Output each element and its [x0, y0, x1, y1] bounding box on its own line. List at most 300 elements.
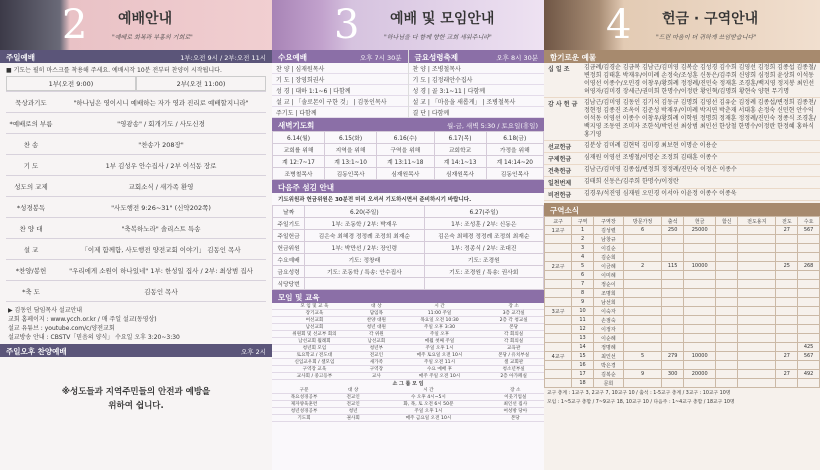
group-cell [798, 325, 820, 334]
order-label: *찬양/봉헌 [15, 266, 47, 275]
group-cell: 김성렬 [593, 226, 623, 235]
small-head-cell: 장 소 [487, 387, 544, 394]
order-row [6, 197, 266, 218]
service-cell: 주일헌금 [273, 230, 305, 242]
group-cell [683, 271, 715, 280]
group-cell [798, 280, 820, 289]
meeting-head [272, 303, 544, 310]
group-cell: 25 [776, 262, 798, 271]
order-label: *축 도 [22, 287, 40, 296]
group-cell [683, 289, 715, 298]
dawn-cell: 가정을 위해 [486, 144, 543, 156]
group-cell: 1 [572, 226, 594, 235]
service-cell: 기도: 조동학 / 특송: 안수집사 [305, 266, 424, 278]
group-cell [545, 325, 572, 334]
group-cell [776, 271, 798, 280]
fri-rows [409, 63, 545, 118]
group-cell [683, 235, 715, 244]
group-cell [798, 253, 820, 262]
dawn-cell: 계 13:1~10 [325, 156, 377, 168]
group-cell [545, 289, 572, 298]
order-label: *성경봉독 [16, 203, 46, 212]
group-cell [683, 316, 715, 325]
sunday-note: ■ 기도는 필히 마스크를 착용해 주세요. 예배시작 10분 전부터 찬양이 시작됩니다. [6, 67, 222, 74]
group-cell: 이미례 [593, 271, 623, 280]
group-cell [662, 307, 684, 316]
small-cell: 제자양육훈련 [272, 401, 336, 408]
offering-header [544, 0, 820, 50]
group-cell: 27 [776, 352, 798, 361]
group-cell: 567 [798, 352, 820, 361]
group-cell: 25000 [683, 226, 715, 235]
meeting-cell: 셀 교회관 [483, 359, 544, 366]
small-cell: 권사회 [336, 415, 370, 422]
dawn-cell: 김동인목사 [325, 168, 377, 180]
order-value: "사도행전 9:26~31" (신약202쪽) [111, 203, 211, 212]
group-cell [545, 298, 572, 307]
group-cell: 20000 [683, 370, 715, 379]
group-cell: 16 [572, 361, 594, 370]
service-head-cell: 6.27(주일) [424, 206, 543, 218]
meeting-head-cell: 대 상 [357, 303, 396, 310]
service-cell: 수요예배 [273, 254, 305, 266]
small-cell: 주일 오후 1시 [370, 408, 486, 415]
meeting-row [272, 366, 544, 373]
group-cell: 5 [572, 262, 594, 271]
meeting-head-cell: 시 간 [396, 303, 483, 310]
group-cell [798, 298, 820, 307]
group-row [545, 226, 820, 235]
meeting-row [272, 373, 544, 380]
group-cell [662, 280, 684, 289]
service-row [273, 230, 544, 242]
meeting-cell: 주일 오전 11시 [396, 359, 483, 366]
meeting-cell: 토요학교 / 전도대 [272, 352, 357, 359]
closing-line: 위하여 쉽니다. [108, 401, 164, 411]
meeting-row [272, 345, 544, 352]
group-row [545, 289, 820, 298]
order-row [6, 92, 266, 113]
meeting-cell: 2층 각 청교실 [483, 317, 544, 324]
dawn-cell: 교회학교 [434, 144, 486, 156]
group-cell [738, 262, 776, 271]
service-cell: 기도: 정창래 [305, 254, 424, 266]
page-subtitle: "하나님을 다 함께 향한 교회 세워주니라" [384, 34, 492, 41]
afternoon-label: 주일오후 찬양예배 [6, 347, 67, 356]
group-cell: 이금례 [593, 262, 623, 271]
dawn-cell: 6.17(목) [434, 132, 486, 144]
small-cell: 목요성경공부 [272, 394, 336, 401]
group-cell: 이순례 [593, 334, 623, 343]
service-cell: 1부: 정종식 / 2부: 조대진 [424, 242, 543, 254]
meeting-head-cell: 모 임 및 교 육 [272, 303, 357, 310]
small-cell: 전교인 [336, 394, 370, 401]
offering-panel [544, 0, 820, 470]
group-cell [623, 244, 661, 253]
group-cell [776, 343, 798, 352]
group-cell [738, 244, 776, 253]
group-cell [716, 307, 738, 316]
fri-item: 성 경 | 골 3:1~11 | 다함께 [412, 87, 486, 95]
small-head-cell: 구분 [272, 387, 336, 394]
small-head-cell: 대 상 [336, 387, 370, 394]
group-cell: 2 [623, 262, 661, 271]
group-cell [738, 280, 776, 289]
group-cell [545, 379, 572, 388]
group-head-cell: 출석 [662, 217, 684, 226]
meeting-cell: 청년부 [357, 345, 396, 352]
group-cell: 박은경 [593, 361, 623, 370]
group-cell: 문희 [593, 379, 623, 388]
group-cell [545, 235, 572, 244]
group-cell [662, 271, 684, 280]
group-cell [545, 271, 572, 280]
meeting-cell: 구역장 교육 [272, 366, 357, 373]
group-cell: 3 [572, 244, 594, 253]
wed-item: 설 교 | 「솔로몬이 구한 것」 | 김동인목사 [276, 98, 387, 106]
group-cell: 1교구 [545, 226, 572, 235]
order-row [6, 113, 266, 134]
group-cell [662, 316, 684, 325]
group-cell [776, 334, 798, 343]
order-label: 묵상과기도 [15, 98, 47, 107]
order-label: 기 도 [23, 161, 39, 170]
group-cell [623, 334, 661, 343]
group-cell: 최인선 [593, 352, 623, 361]
group-cell [716, 325, 738, 334]
dawn-bar [272, 118, 544, 131]
group-cell [662, 244, 684, 253]
group-cell: 정명례 [593, 343, 623, 352]
service-cell: 1부: 조동학 / 2부: 박재우 [305, 218, 424, 230]
fri-time: 오후 8시 30분 [496, 54, 538, 62]
order-value: 1부 김성우 안수집사 / 2부 이석동 장로 [105, 161, 217, 170]
meeting-row [272, 331, 544, 338]
page-title: 예배안내 [118, 11, 173, 27]
meeting-cell: 남선교회 [357, 338, 396, 345]
closing-line: ※성도들과 지역주민들의 안전과 예방을 [61, 387, 211, 397]
wed-row [272, 96, 408, 107]
group-cell [738, 226, 776, 235]
group-cell: 567 [798, 226, 820, 235]
offering-type: 선교헌금 [548, 144, 572, 151]
offering-row [544, 153, 820, 165]
group-cell: 9 [623, 370, 661, 379]
meeting-cell: 각 회의실 [483, 331, 544, 338]
group-cell [798, 307, 820, 316]
group-row [545, 307, 820, 316]
small-head [272, 387, 544, 394]
group-cell [623, 298, 661, 307]
group-head-cell: 교구 [545, 217, 572, 226]
offering-names: 김남근/김미영 김동인 김기석 김동규 김명희 김영선 김유순 김정례 김종섭/변정희 김종천/정현정 김종진 조옥이 김준성 박재우/이미례 박지연 박춘재 서대흥 손정숙 신민현 안수익 이석동 이영선 이종수 이창우/황희례 이학원 정명희 정재훈 정정례/진민숙 정종식 조경훈/백지영 조동연 조미자 조한석/박인선 최상범 최인선 한상철 한명수/이정란 한정혜 홍하식 홍기영 [584, 99, 816, 138]
order-row [6, 134, 266, 155]
group-cell [738, 352, 776, 361]
group-cell: 이길순 [593, 244, 623, 253]
group-cell: 4 [572, 253, 594, 262]
small-cell: 청년 [336, 408, 370, 415]
wed-row [272, 107, 408, 118]
group-head-cell: 구역장 [593, 217, 623, 226]
group-cell: 10 [572, 307, 594, 316]
group-cell [716, 298, 738, 307]
group-cell [776, 379, 798, 388]
group-cell [798, 235, 820, 244]
service-note: 기도위원과 헌금위원은 30분전 미리 오셔서 기도하시면서 준비하시기 바랍니다. [278, 197, 472, 203]
group-cell: 14 [572, 343, 594, 352]
group-cell [623, 307, 661, 316]
fri-item: 결 단 | 다함께 [412, 109, 450, 117]
order-row [6, 176, 266, 197]
group-cell: 김복순 [593, 370, 623, 379]
group-head [545, 217, 820, 226]
group-cell: 김순희 [593, 253, 623, 262]
group-cell [623, 379, 661, 388]
group-cell [545, 253, 572, 262]
group-cell: 13 [572, 334, 594, 343]
offering-names: 김금례/김경순 김금복 김남근/김미영 김복순 김성경 김수희 김영선 김정희 김종섭 김종철/변정희 김태훈 박재우/이미례 손정숙/조성훈 신동은/김주희 신양희 심정희 윤상희 이석동 이영선 이종수/오민경 이창우/황희례 정정례/진민숙 정재훈 조경훈/백지영 정지봉 최인선 허영자/김미경 장세근/권미희 한명수/이정란 황인혁/김명희 황현숙 양현 무기명 [584, 64, 816, 95]
dawn-cell: 6.18(금) [486, 132, 543, 144]
group-cell [738, 325, 776, 334]
small-cell: 이웃기업실 [487, 394, 544, 401]
wed-row [272, 63, 408, 74]
meeting-row [272, 338, 544, 345]
order-value: 김동인 목사 [144, 287, 178, 296]
order-value: "축복하노라" 솔리스트 특송 [121, 224, 201, 233]
group-cell [545, 280, 572, 289]
dawn-cell: 교회를 위해 [273, 144, 325, 156]
group-cell [716, 334, 738, 343]
afternoon-bar [0, 344, 272, 357]
dawn-cell: 계 14:1~13 [434, 156, 486, 168]
service-columns [6, 76, 266, 92]
order-list [6, 92, 266, 302]
group-cell [683, 379, 715, 388]
wed-item: 기 도 | 장영희권사 [276, 76, 325, 84]
small-cell: 화, 목, 토 오전 6시 50분 [370, 401, 486, 408]
meeting-cell: 주일 오후 1시 [396, 345, 483, 352]
group-cell [623, 289, 661, 298]
group-cell [662, 334, 684, 343]
small-cell: 기도회 [272, 415, 336, 422]
group-cell [545, 361, 572, 370]
meeting-cell: 새가족 [357, 359, 396, 366]
group-cell [738, 379, 776, 388]
group-cell [623, 316, 661, 325]
meeting-cell: 구역장 [357, 366, 396, 373]
order-value: "영광송" / 회개기도 / 사도신경 [117, 119, 205, 128]
meeting-table [272, 303, 544, 380]
sermon-info-line: 설교 유튜브 : youtube.com/c/양전교회 [8, 325, 115, 332]
dawn-row [273, 168, 544, 180]
group-cell [623, 325, 661, 334]
group-row [545, 325, 820, 334]
group-cell [738, 271, 776, 280]
offering-row [544, 189, 820, 201]
group-cell [662, 325, 684, 334]
group-cell [716, 361, 738, 370]
group-cell [738, 235, 776, 244]
service-cell [305, 278, 424, 290]
order-label: *예배로의 부름 [9, 119, 53, 128]
group-cell [683, 253, 715, 262]
group-cell [716, 235, 738, 244]
group-cell [776, 361, 798, 370]
offering-list [544, 63, 820, 201]
group-cell: 손점숙 [593, 316, 623, 325]
group-row [545, 334, 820, 343]
small-row [272, 401, 544, 408]
group-cell: 정순이 [593, 280, 623, 289]
group-row [545, 352, 820, 361]
group-cell: 300 [662, 370, 684, 379]
group-cell [738, 298, 776, 307]
offering-bar [544, 50, 820, 63]
group-cell [716, 253, 738, 262]
service-row [273, 218, 544, 230]
afternoon-time: 오후 2시 [240, 348, 266, 356]
page-subtitle: "예배로 회복과 부흥의 기회로" [112, 34, 193, 41]
fri-row [409, 96, 545, 107]
meeting-header [272, 0, 544, 50]
group-head-cell: 구역 [572, 217, 594, 226]
group-row [545, 262, 820, 271]
meeting-panel [272, 0, 544, 470]
order-value: "하나님은 영이시니 예배하는 자가 영과 진리로 예배할지니라" [73, 98, 249, 107]
offering-names: 심재원 이영선 조병철/이명순 조정희 김태훈 이종수 [584, 154, 718, 161]
group-cell [738, 334, 776, 343]
group-row [545, 316, 820, 325]
group-cell [623, 343, 661, 352]
offering-row [544, 63, 820, 98]
fri-item: 찬 양 | 조병철목사 [412, 65, 461, 73]
group-cell: 18 [572, 379, 594, 388]
group-cell [662, 343, 684, 352]
group-cell [716, 289, 738, 298]
group-cell: 492 [798, 370, 820, 379]
offering-type: 비전헌금 [548, 192, 572, 199]
group-cell [776, 244, 798, 253]
offering-type: 건축헌금 [548, 168, 572, 175]
fri-row [409, 74, 545, 85]
group-cell: 10000 [683, 262, 715, 271]
offering-row [544, 141, 820, 153]
group-cell: 27 [776, 226, 798, 235]
dawn-cell: 6.15(화) [325, 132, 377, 144]
group-head-cell: 전도용지 [738, 217, 776, 226]
group-cell [716, 352, 738, 361]
wed-time: 오후 7시 30분 [359, 54, 402, 62]
sunday-bar [0, 50, 272, 63]
group-cell [776, 280, 798, 289]
group-bar [544, 203, 820, 216]
wed-row [272, 74, 408, 85]
group-cell [662, 379, 684, 388]
order-value: "찬송가 208장" [138, 140, 184, 149]
dawn-cell: 심재원목사 [434, 168, 486, 180]
small-cell: 여성방 당아 [487, 408, 544, 415]
group-head-cell: 함신 [716, 217, 738, 226]
service-cell: 김은숙 최헤경 정정례 조정희 최재순 [424, 230, 543, 242]
group-foot: 교구 총계 : 1교구 3, 2교구 7, 10교구 10 / 출석 : 1-5교구 총계 / 3교구 : 10교구 10명 [547, 391, 731, 396]
meeting-cell: 수요 예배 후 [396, 366, 483, 373]
group-cell [776, 325, 798, 334]
group-row [545, 271, 820, 280]
dawn-cell: 계 13:11~18 [377, 156, 434, 168]
service-cell: 금요성령 [273, 266, 305, 278]
group-cell [716, 316, 738, 325]
group-cell [738, 253, 776, 262]
group-cell: 15 [572, 352, 594, 361]
service-cell: 주일기도 [273, 218, 305, 230]
group-cell: 이숙자 [593, 307, 623, 316]
sermon-info [0, 304, 272, 344]
col-second: 2부(오전 11:00) [136, 76, 266, 91]
meeting-cell: 11:00 주일 [396, 310, 483, 317]
wed-item: 주기도 | 다함께 [276, 109, 317, 117]
meeting-cell: 각 위원 [357, 331, 396, 338]
group-row [545, 298, 820, 307]
page-number: 4 [606, 2, 632, 48]
service-cell: 1부: 박만선 / 2부: 장인령 [305, 242, 424, 254]
meeting-cell: 전교인 [357, 352, 396, 359]
group-cell [738, 316, 776, 325]
group-row [545, 244, 820, 253]
sermon-info-line: 설교방송 안내 : CBSTV「믿음의 양식」 수요일 오후 3:20~3:30 [8, 334, 180, 341]
meeting-cell: 남선교회 월례회 [272, 338, 357, 345]
group-cell [683, 325, 715, 334]
group-cell [662, 289, 684, 298]
small-row [272, 394, 544, 401]
group-cell [683, 298, 715, 307]
service-head [273, 206, 544, 218]
order-row [6, 155, 266, 176]
meeting-cell: 주일 오후 [396, 331, 483, 338]
order-label: 성도의 교제 [14, 182, 48, 191]
dawn-cell: 계 12:7~17 [273, 156, 325, 168]
group-cell [738, 343, 776, 352]
group-cell: 4교구 [545, 352, 572, 361]
dawn-cell: 6.14(월) [273, 132, 325, 144]
group-cell [776, 289, 798, 298]
group-cell [716, 244, 738, 253]
offering-row [544, 165, 820, 177]
dawn-cell: 조병철목사 [273, 168, 325, 180]
service-row [273, 242, 544, 254]
meeting-cell: 청년회 모임 [272, 345, 357, 352]
group-row [545, 253, 820, 262]
fri-row [409, 107, 545, 118]
offering-names: 김분상 김미례 김현덕 김미경 최보현 이명순 이용순 [584, 142, 718, 149]
wed-item: 성 경 | 대하 1:1~6 | 다함께 [276, 87, 351, 95]
group-cell [776, 298, 798, 307]
group-cell [623, 235, 661, 244]
meeting-cell: 여선교회 [272, 317, 357, 324]
service-label: 다음주 섬김 안내 [278, 183, 334, 192]
dawn-table [272, 131, 544, 180]
dawn-row [273, 132, 544, 144]
group-cell [662, 235, 684, 244]
group-cell [683, 307, 715, 316]
offering-label: 함기로운 예물 [550, 53, 597, 62]
group-row [545, 379, 820, 388]
group-cell: 115 [662, 262, 684, 271]
meeting-row [272, 352, 544, 359]
group-cell [716, 343, 738, 352]
group-cell [798, 244, 820, 253]
dawn-label: 새벽기도회 [278, 121, 315, 130]
service-row [273, 266, 544, 278]
